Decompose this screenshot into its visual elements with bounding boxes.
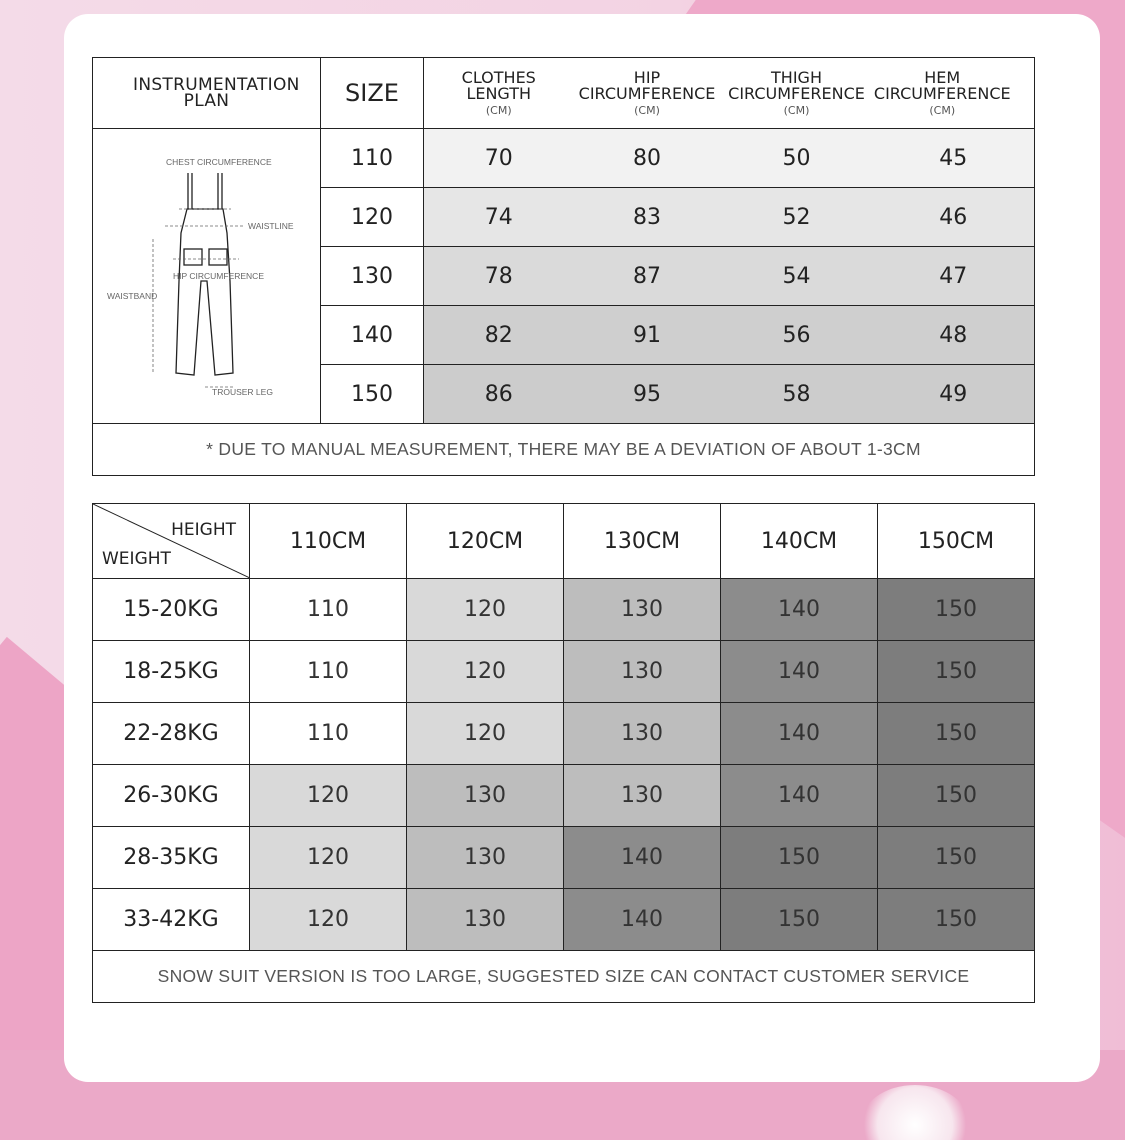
overalls-diagram-icon bbox=[93, 131, 319, 421]
recommended-size-cell: 130 bbox=[564, 703, 721, 765]
measurement-value: 82 bbox=[424, 306, 574, 365]
size-header: SIZE bbox=[321, 58, 424, 129]
measurement-value: 91 bbox=[574, 306, 721, 365]
corner-cell bbox=[93, 504, 250, 579]
weight-row bbox=[93, 703, 1035, 765]
weight-axis-label: WEIGHT bbox=[102, 549, 171, 569]
measurement-value: 49 bbox=[873, 365, 1035, 424]
waistband-label: WAISTBAND bbox=[107, 291, 158, 301]
height-axis-label: HEIGHT bbox=[171, 520, 236, 540]
measurement-value: 80 bbox=[574, 129, 721, 188]
recommended-size-cell: 140 bbox=[721, 641, 878, 703]
col-header-thigh bbox=[721, 58, 873, 129]
recommended-size-cell: 120 bbox=[250, 827, 407, 889]
measurement-value: 70 bbox=[424, 129, 574, 188]
recommended-size-cell: 150 bbox=[878, 579, 1035, 641]
measurement-value: 78 bbox=[424, 247, 574, 306]
recommended-size-cell: 150 bbox=[721, 889, 878, 951]
weight-row bbox=[93, 765, 1035, 827]
recommended-size-cell: 120 bbox=[407, 703, 564, 765]
recommended-size-cell: 150 bbox=[721, 827, 878, 889]
size-cell: 120 bbox=[321, 188, 424, 247]
measurement-value: 47 bbox=[873, 247, 1035, 306]
col-label: THIGH CIRCUMFERENCE bbox=[728, 67, 865, 103]
height-header: 140CM bbox=[721, 504, 878, 579]
size-cell: 150 bbox=[321, 365, 424, 424]
measurement-value: 54 bbox=[721, 247, 873, 306]
recommended-size-cell: 140 bbox=[721, 703, 878, 765]
hip-label: HIP CIRCUMFERENCE bbox=[173, 271, 264, 281]
size-recommendation-table bbox=[92, 503, 1035, 1003]
recommended-size-cell: 130 bbox=[407, 827, 564, 889]
recommended-size-cell: 150 bbox=[878, 641, 1035, 703]
height-header: 120CM bbox=[407, 504, 564, 579]
recommended-size-cell: 140 bbox=[564, 889, 721, 951]
measurement-value: 83 bbox=[574, 188, 721, 247]
recommended-size-cell: 120 bbox=[407, 641, 564, 703]
weight-cell: 22-28KG bbox=[93, 703, 250, 765]
recommended-size-cell: 130 bbox=[407, 765, 564, 827]
trouser-leg-label: TROUSER LEG bbox=[212, 387, 273, 397]
measurement-value: 56 bbox=[721, 306, 873, 365]
col-header-clothes-length bbox=[424, 58, 574, 129]
recommended-size-cell: 120 bbox=[250, 765, 407, 827]
recommended-size-cell: 130 bbox=[564, 579, 721, 641]
col-unit: (CM) bbox=[634, 103, 660, 117]
weight-cell: 15-20KG bbox=[93, 579, 250, 641]
recommended-size-cell: 110 bbox=[250, 703, 407, 765]
measurement-value: 58 bbox=[721, 365, 873, 424]
instrumentation-plan-diagram bbox=[93, 129, 321, 424]
recommended-size-cell: 110 bbox=[250, 579, 407, 641]
recommended-size-cell: 120 bbox=[407, 579, 564, 641]
col-label: HEM CIRCUMFERENCE bbox=[873, 67, 1011, 103]
recommended-size-cell: 120 bbox=[250, 889, 407, 951]
measurement-note: * DUE TO MANUAL MEASUREMENT, THERE MAY BE A DEVIATION OF ABOUT 1-3CM bbox=[93, 424, 1035, 476]
size-cell: 110 bbox=[321, 129, 424, 188]
snow-suit-note: SNOW SUIT VERSION IS TOO LARGE, SUGGESTED SIZE CAN CONTACT CUSTOMER SERVICE bbox=[93, 951, 1035, 1003]
size-cell: 140 bbox=[321, 306, 424, 365]
col-unit: (CM) bbox=[783, 103, 810, 117]
measurement-value: 86 bbox=[424, 365, 574, 424]
measurement-value: 50 bbox=[721, 129, 873, 188]
weight-cell: 33-42KG bbox=[93, 889, 250, 951]
recommended-size-cell: 140 bbox=[721, 765, 878, 827]
recommended-size-cell: 110 bbox=[250, 641, 407, 703]
col-unit: (CM) bbox=[485, 103, 512, 117]
col-header-hip bbox=[574, 58, 721, 129]
recommended-size-cell: 150 bbox=[878, 889, 1035, 951]
height-header: 110CM bbox=[250, 504, 407, 579]
weight-row bbox=[93, 579, 1035, 641]
measurement-value: 87 bbox=[574, 247, 721, 306]
measurement-value: 45 bbox=[873, 129, 1035, 188]
recommended-size-cell: 130 bbox=[564, 641, 721, 703]
weight-row bbox=[93, 889, 1035, 951]
weight-cell: 28-35KG bbox=[93, 827, 250, 889]
measurement-value: 52 bbox=[721, 188, 873, 247]
weight-cell: 18-25KG bbox=[93, 641, 250, 703]
weight-row bbox=[93, 641, 1035, 703]
col-label: CLOTHES LENGTH bbox=[461, 67, 536, 103]
measurement-value: 74 bbox=[424, 188, 574, 247]
recommended-size-cell: 150 bbox=[878, 703, 1035, 765]
col-header-hem bbox=[873, 58, 1035, 129]
height-header: 130CM bbox=[564, 504, 721, 579]
measurement-row bbox=[93, 129, 1035, 188]
recommended-size-cell: 150 bbox=[878, 765, 1035, 827]
recommended-size-cell: 140 bbox=[564, 827, 721, 889]
measurement-value: 46 bbox=[873, 188, 1035, 247]
recommended-size-cell: 130 bbox=[407, 889, 564, 951]
recommended-size-cell: 150 bbox=[878, 827, 1035, 889]
col-label: HIP CIRCUMFERENCE bbox=[578, 67, 716, 103]
plan-header: INSTRUMENTATION PLAN bbox=[93, 58, 321, 129]
height-header: 150CM bbox=[878, 504, 1035, 579]
measurement-value: 48 bbox=[873, 306, 1035, 365]
col-unit: (CM) bbox=[929, 103, 956, 117]
weight-cell: 26-30KG bbox=[93, 765, 250, 827]
size-cell: 130 bbox=[321, 247, 424, 306]
measurement-table bbox=[92, 57, 1035, 476]
recommended-size-cell: 130 bbox=[564, 765, 721, 827]
waistline-label: WAISTLINE bbox=[248, 221, 294, 231]
measurement-value: 95 bbox=[574, 365, 721, 424]
chest-label: CHEST CIRCUMFERENCE bbox=[166, 157, 272, 167]
weight-row bbox=[93, 827, 1035, 889]
recommended-size-cell: 140 bbox=[721, 579, 878, 641]
